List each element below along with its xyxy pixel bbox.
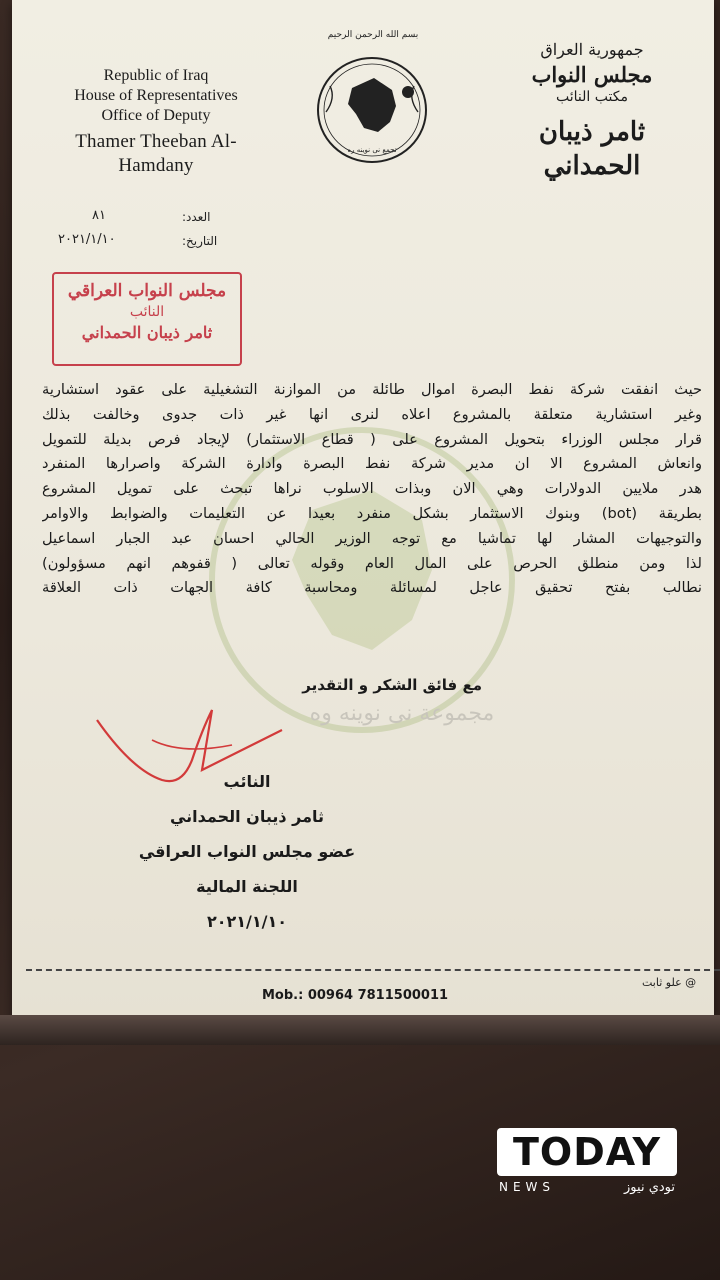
letter-page — [12, 0, 714, 1020]
mobile-number: Mob.: 00964 7811500011 — [262, 988, 449, 1003]
body-line: حيث انفقت شركة نفط البصرة اموال طائلة من الموازنة التشغيلية على عقود استشارية — [42, 381, 702, 398]
body-line: وغير استشارية متعلقة بالمشروع اعلاه لنرى انها غير ذات جدوى وخالفت بذلك — [42, 405, 702, 423]
body-line: قرار مجلس الوزراء بتحويل المشروع على ( قطاع الاستثمار) لإيجاد فرص بديلة للتمويل — [42, 430, 702, 448]
footer-divider — [26, 969, 720, 971]
social-handle: @ علو ثابت — [642, 976, 697, 989]
signatory-committee: اللجنة المالية — [196, 877, 298, 896]
reference-date-label: التاريخ: — [182, 234, 218, 248]
official-stamp — [52, 272, 242, 366]
closing-salutation: مع فائق الشكر و التقدير — [302, 676, 482, 694]
deputy-name-ar: ثامر ذيبان الحمداني — [538, 117, 646, 182]
today-news-logo — [497, 1128, 677, 1198]
deputy-name-en: Thamer Theeban Al-Hamdany — [75, 131, 237, 176]
signatory-name: ثامر ذيبان الحمداني — [169, 807, 325, 826]
signatory-block — [132, 764, 362, 939]
basmala: بسم الله الرحمن الرحيم — [327, 30, 419, 40]
reference-number-value: ٨١ — [92, 208, 106, 223]
country-name-en: Republic of Iraq — [103, 67, 209, 84]
signatory-role: عضو مجلس النواب العراقي — [138, 842, 356, 861]
office-name-ar: مكتب النائب — [556, 89, 628, 106]
logo-news-ar: تودي نيوز — [624, 1180, 675, 1195]
house-name-en: House of Representatives — [74, 87, 238, 104]
stamp-line-2: النائب — [129, 303, 165, 320]
arabic-letterhead — [492, 40, 692, 184]
country-name-ar: جمهورية العراق — [540, 40, 644, 59]
stamp-line-1: مجلس النواب العراقي — [67, 281, 227, 301]
body-line: لذا ومن منطلق الحرص على المال العام وقوله تعالى ( قفوهم انهم مسؤولون) — [42, 554, 702, 572]
signatory-date: ٢٠٢١/١/١٠ — [206, 912, 288, 931]
stamp-line-3: ثامر ذيبان الحمداني — [81, 322, 213, 342]
reference-date-value: ٢٠٢١/١/١٠ — [58, 232, 116, 247]
reference-number-label: العدد: — [182, 210, 211, 224]
body-line: نطالب بفتح تحقيق عاجل لمسائلة ومحاسبة كافة الجهات ذات العلاقة — [42, 579, 702, 597]
body-line: وانعاش المشروع الا ان مدير شركة نفط البصرة وادارة الشركة واصرارها المنفرد — [42, 455, 702, 473]
english-letterhead — [56, 66, 256, 178]
logo-brand: TODAY — [497, 1128, 677, 1176]
watermark-text: مجموعة نى نوينه وه — [309, 701, 495, 726]
letter-body — [42, 378, 702, 601]
emblem-caption: تجمع نى نوينه ره — [347, 146, 397, 154]
house-name-ar: مجلس النواب — [531, 61, 653, 87]
signatory-title: النائب — [223, 772, 271, 791]
emblem-icon — [312, 48, 432, 168]
body-line: والتوجيهات المشار لها تماشيا مع توجه الوزير الحالي احسان عبد الجبار اسماعيل — [42, 529, 702, 547]
logo-news-en: NEWS — [499, 1180, 556, 1194]
office-name-en: Office of Deputy — [101, 107, 211, 124]
paper-fold-shadow — [0, 1015, 720, 1045]
body-line: هدر ملايين الدولارات وهي الان وبذات الاسلوب نراها تبحث على تمويل المشروع — [42, 480, 702, 498]
body-line: بطريقة (bot) وبنوك الاستثمار بشكل منفرد بعيدا عن التعليمات والضوابط والاوامر — [42, 504, 702, 522]
